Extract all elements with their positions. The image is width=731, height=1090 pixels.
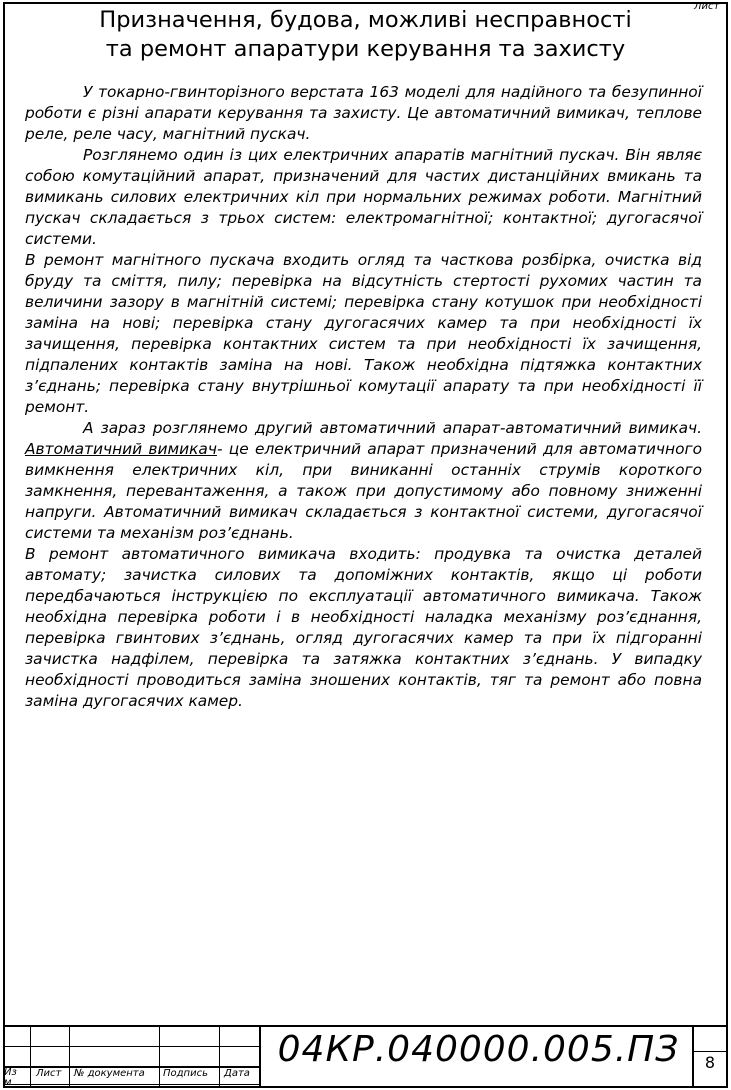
title-block-stamp	[3, 1025, 728, 1090]
stamp-row-line	[3, 1084, 261, 1085]
stamp-divider	[69, 1027, 70, 1088]
stamp-label-signature: Подпись	[163, 1068, 208, 1079]
paragraph-starter-repair: В ремонт магнітного пускача входить огляд та часткова розбірка, очистка від бруду та сміття, пилу; перевірка на відсутність стертості рухомих частин та величини зазору в магнітній системі; перевірка стану котушок при необхідності заміна на нові; перевірка стану дугогасячих камер та при необхідності їх зачищення, перевірка контактних систем та при необхідності їх зачищення, підпалених контактів заміна на нові. Також необхідна підтяжка контактних з’єднань; перевірка стану внутрішньої комутації апарату та при необхідності її ремонт.	[25, 251, 702, 416]
stamp-label-doc-no: № документа	[74, 1068, 145, 1079]
stamp-label-date: Дата	[224, 1068, 250, 1079]
stamp-label-iz: Из м	[4, 1067, 17, 1088]
breaker-term-underlined: Автоматичний вимикач	[25, 440, 217, 458]
breaker-intro-text: А зараз розглянемо другий автоматичний апарат-автоматичний вимикач.	[83, 419, 702, 437]
breaker-definition-text: - це електричний апарат призначений для автоматичного вимкнення електричних кіл, при виниканні останніх струмів короткого замкнення, перевантаження, а також при допустимому або повному зниженні напруги. Автоматичний вимикач складається з контактної системи, дугогасячої системи та механізм роз’єднань.	[25, 440, 702, 542]
sheet-number: 8	[704, 1053, 716, 1072]
stamp-divider	[159, 1027, 160, 1088]
document-title	[20, 6, 711, 64]
document-body	[25, 82, 702, 712]
paragraph-intro: У токарно-гвинторізного верстата 163 моделі для надійного та безупинної роботи є різні апарати керування та захисту. Це автоматичний вимикач, теплове реле, реле часу, магнітний пускач.	[25, 83, 702, 143]
paragraph-magnetic-starter: Розглянемо один із цих електричних апаратів магнітний пускач. Він являє собою комутаційний апарат, призначений для частих дистанційних вмикань та вимикань силових електричних кіл при нормальних режимах роботи. Магнітний пускач складається з трьох систем: електромагнітної; контактної; дугогасячої системи.	[25, 146, 702, 248]
paragraph-circuit-breaker	[25, 418, 702, 544]
title-line-1: Призначення, будова, можливі несправності	[99, 7, 632, 33]
stamp-row-line	[3, 1046, 259, 1047]
stamp-divider	[30, 1027, 31, 1088]
stamp-label-list: Лист	[36, 1068, 62, 1079]
stamp-sheet-line	[692, 1051, 728, 1052]
stamp-divider	[219, 1027, 220, 1088]
sheet-label: Лист	[694, 1, 720, 12]
paragraph-breaker-repair: В ремонт автоматичного вимикача входить: продувка та очистка деталей автомату; зачистка силових та допоміжних контактів, якщо ці роботи передбачаються інструкцією по експлуатації автоматичного вимикача. Також необхідна перевірка роботи і в необхідності наладка механізму роз’єднання, перевірка гвинтових з’єднань, огляд дугогасячих камер та при їх підгоранні зачистка надфілем, перевірка та затяжка контактних з’єднань. У випадку необхідності проводиться заміна зношених контактів, тяг та ремонт або повна заміна дугогасячих камер.	[25, 545, 702, 710]
document-code: 04КР.040000.005.ПЗ	[277, 1029, 680, 1070]
title-line-2: та ремонт апаратури керування та захисту	[105, 36, 626, 62]
